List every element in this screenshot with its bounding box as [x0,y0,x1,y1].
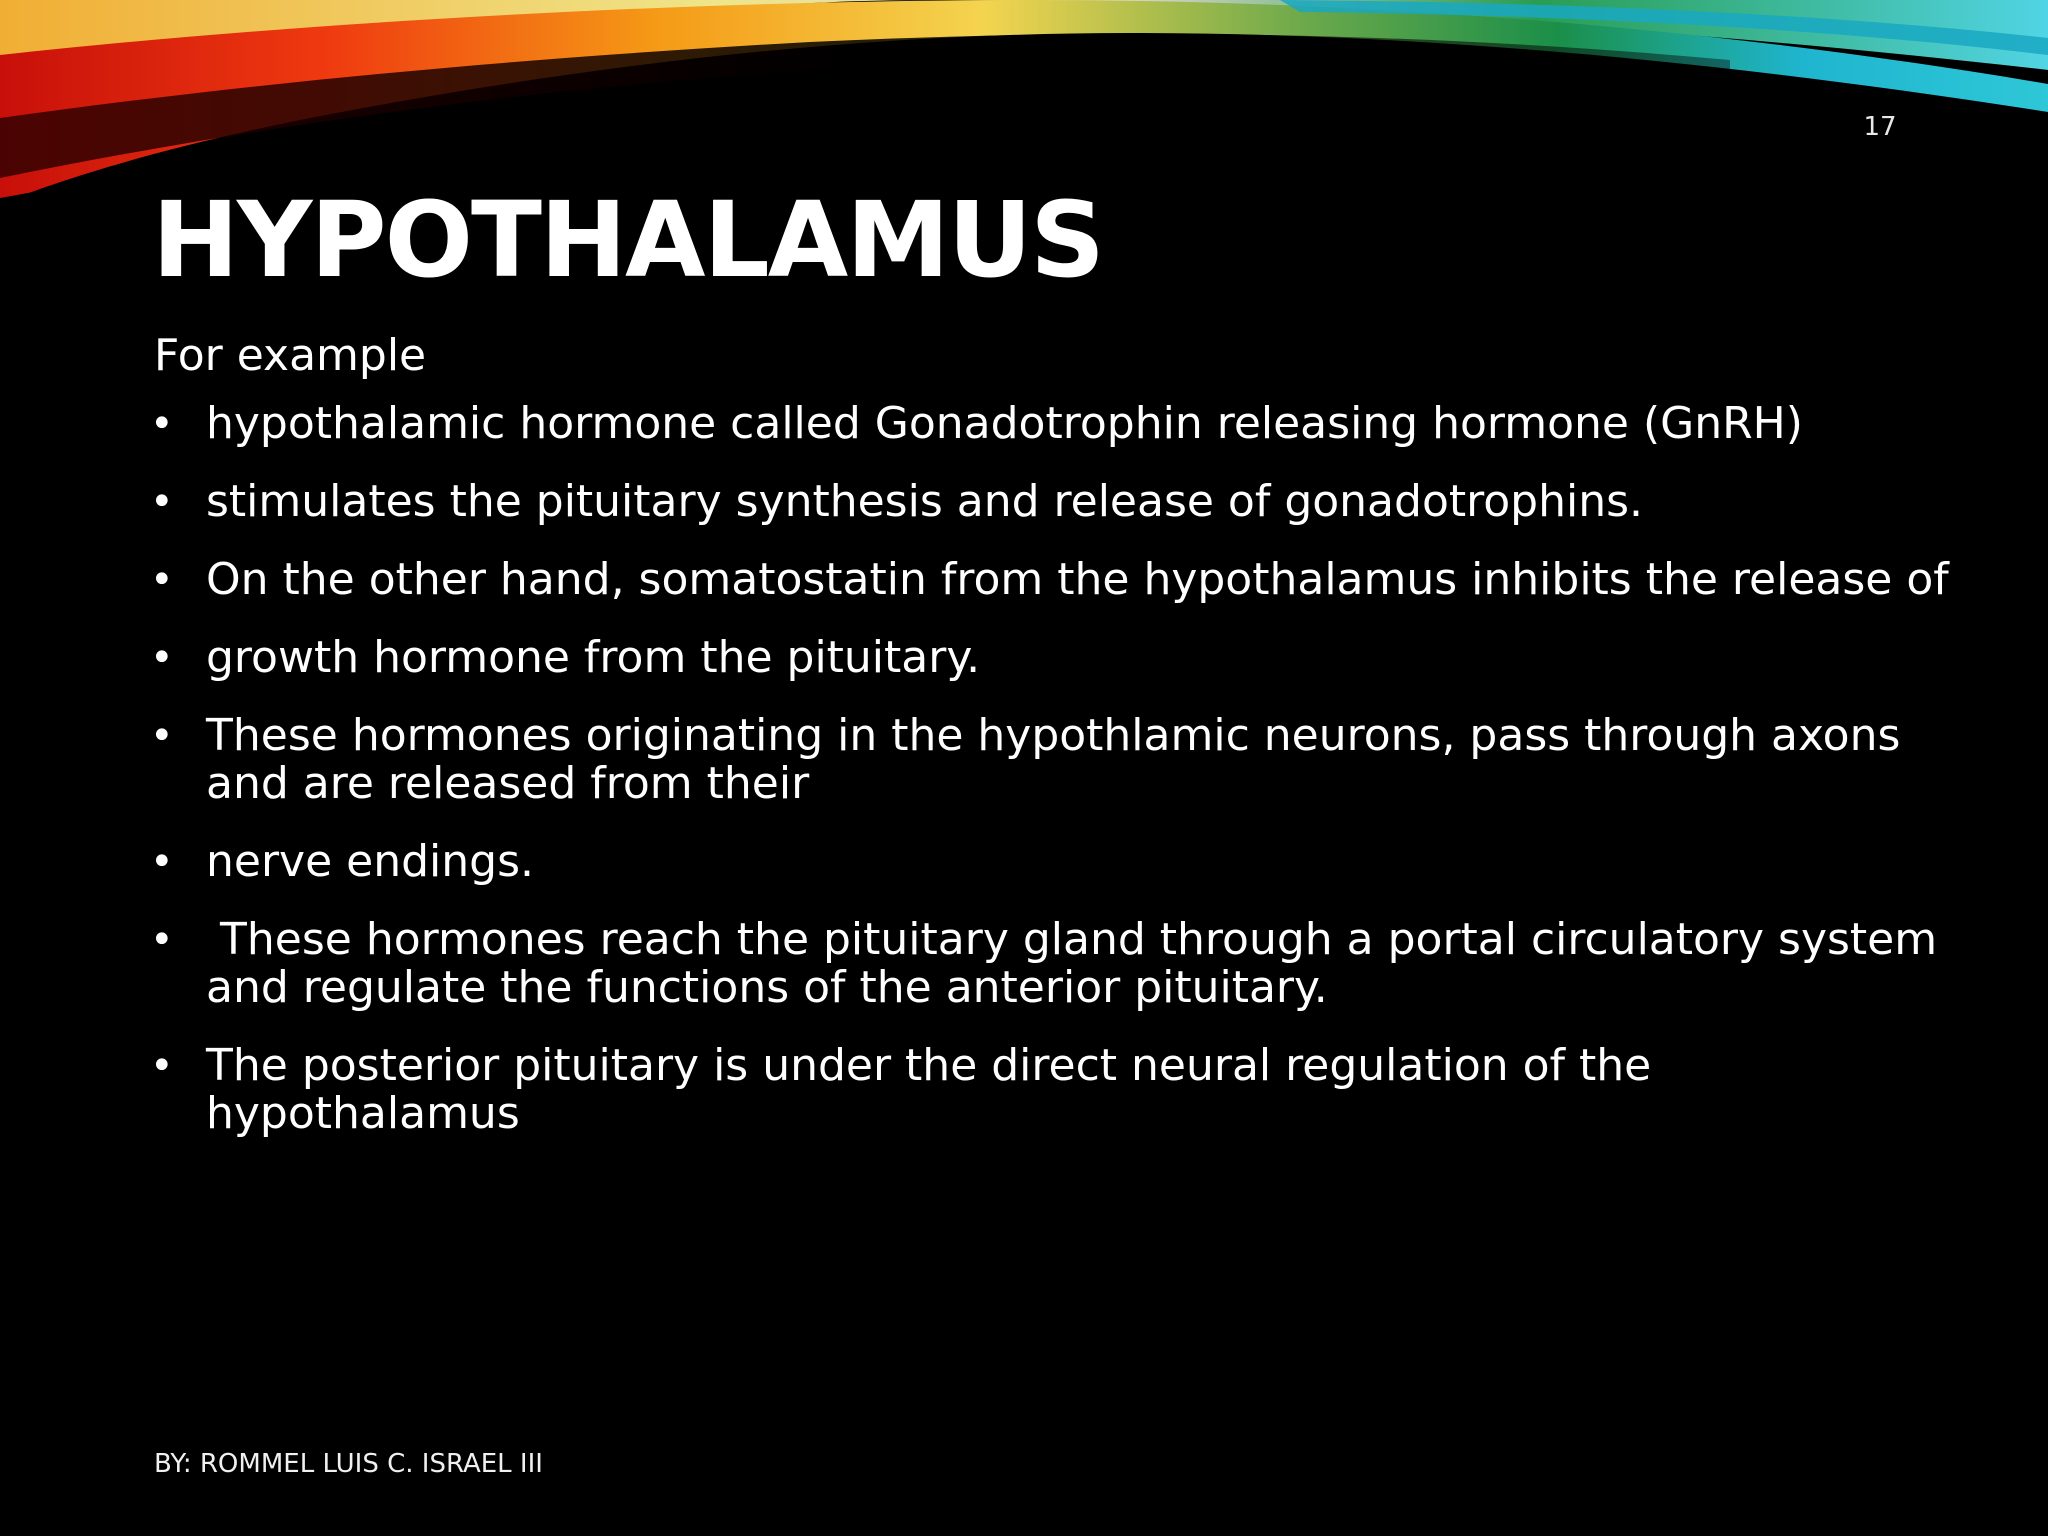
bullet-icon: • [150,401,174,447]
bullet-icon: • [150,557,174,603]
bullet-text: nerve endings. [206,836,534,887]
intro-text: For example [154,330,427,381]
bullet-icon: • [150,839,174,885]
list-item [150,478,1950,526]
author-footer: BY: ROMMEL LUIS C. ISRAEL III [154,1449,543,1479]
list-item [150,1042,1950,1138]
bullet-list [150,400,1950,1168]
bullet-text: stimulates the pituitary synthesis and release of gonadotrophins. [206,476,1644,527]
bullet-text: On the other hand, somatostatin from the hypothalamus inhibits the release of [206,554,1949,605]
bullet-icon: • [150,479,174,525]
list-item [150,916,1950,1012]
bullet-text: These hormones originating in the hypothlamic neurons, pass through axons and are released from their [206,710,1915,809]
bullet-text: The posterior pituitary is under the direct neural regulation of the hypothalamus [206,1040,1666,1139]
list-item [150,712,1950,808]
list-item [150,634,1950,682]
bullet-text: These hormones reach the pituitary gland through a portal circulatory system and regulate the functions of the anterior pituitary. [206,914,1952,1013]
bullet-icon: • [150,713,174,759]
bullet-icon: • [150,635,174,681]
list-item [150,838,1950,886]
list-item [150,556,1950,604]
slide-number: 17 [1863,112,1897,142]
bullet-text: growth hormone from the pituitary. [206,632,981,683]
bullet-icon: • [150,1043,174,1089]
bullet-icon: • [150,917,174,963]
bullet-text: hypothalamic hormone called Gonadotrophin releasing hormone (GnRH) [206,398,1803,449]
list-item [150,400,1950,448]
slide-title: HYPOTHALAMUS [152,179,1104,301]
